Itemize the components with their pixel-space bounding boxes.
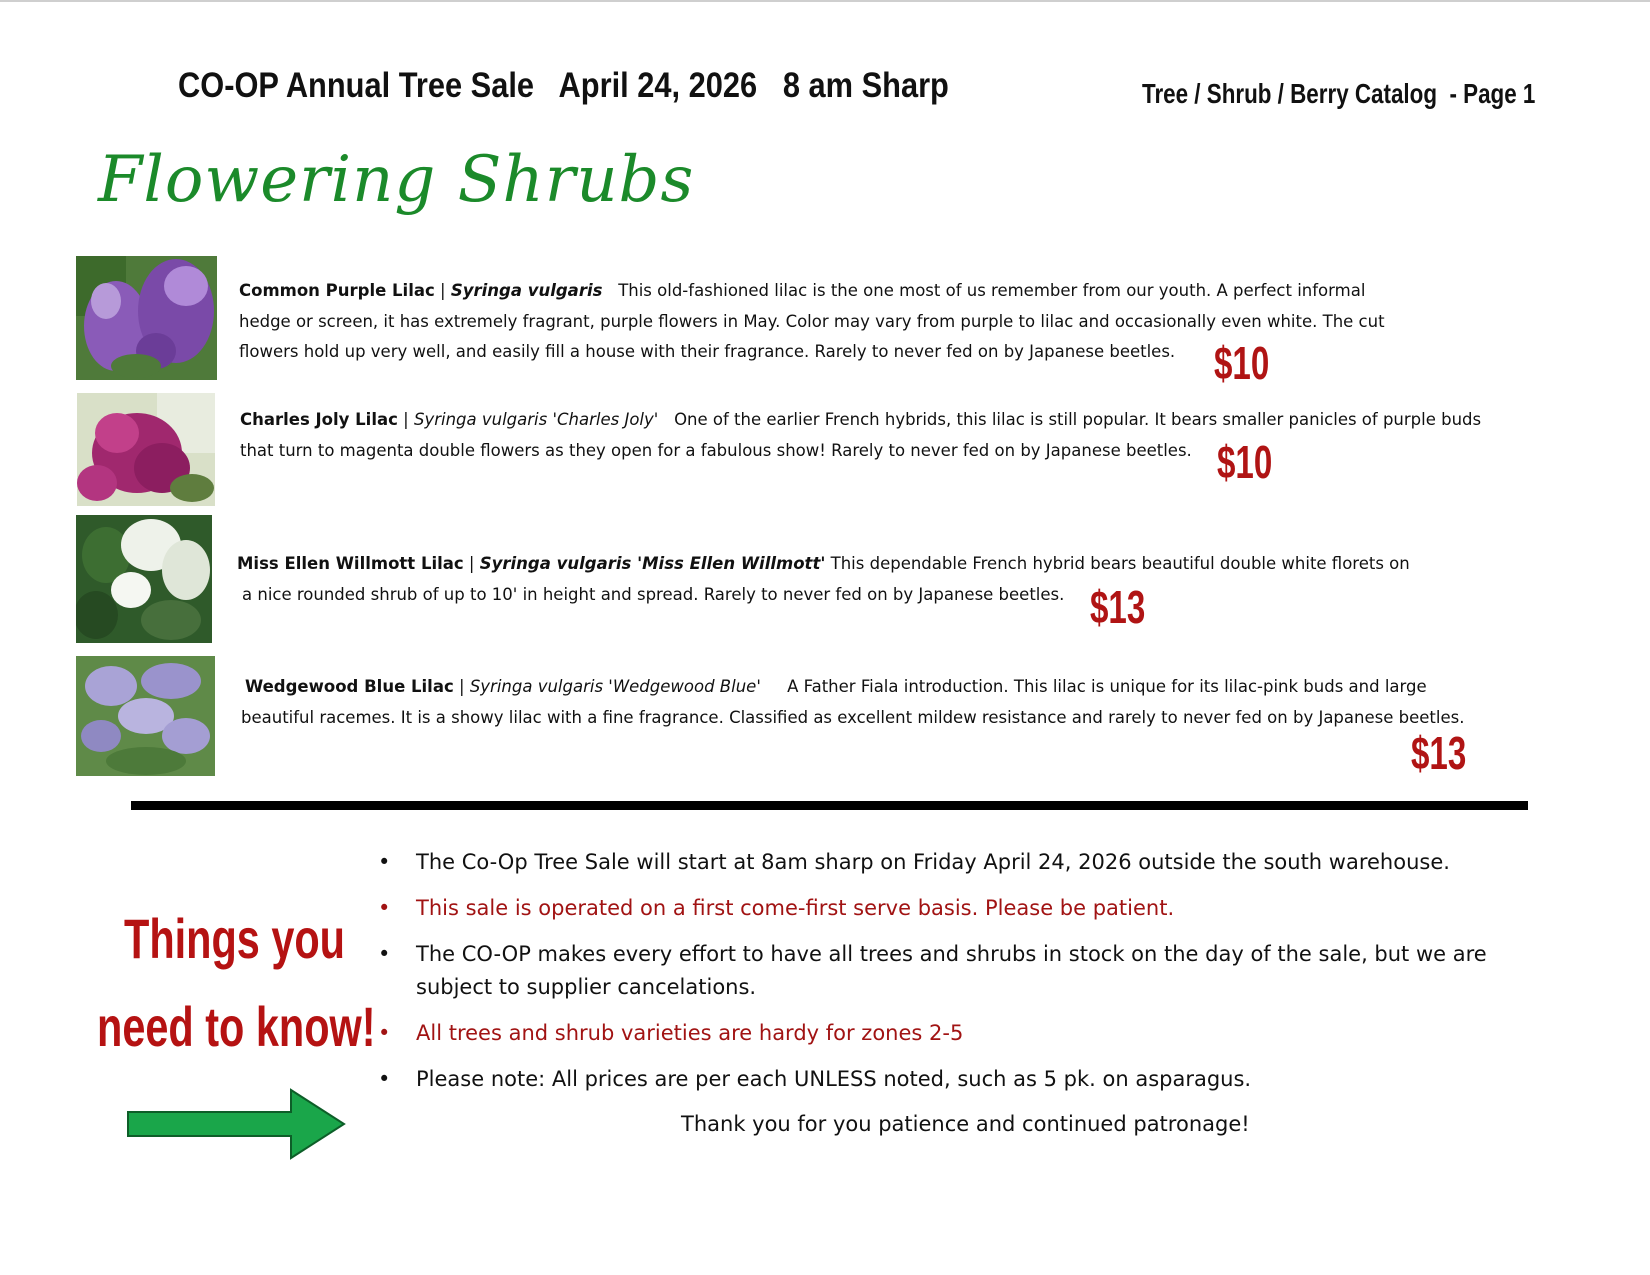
price-tag: $10 — [1217, 436, 1273, 488]
name-separator: | — [453, 677, 470, 696]
bullet-dot: • — [378, 1067, 391, 1091]
product-desc-line: a nice rounded shrub of up to 10' in height and spread. Rarely to never fed on by Japanese beetles. — [242, 584, 1065, 604]
price-tag: $13 — [1090, 581, 1146, 633]
section-divider — [131, 801, 1528, 810]
white-lilac-photo — [76, 515, 212, 643]
product-name: Common Purple Lilac — [239, 281, 435, 300]
product-desc-line: This old-fashioned lilac is the one most of us remember from our youth. A perfect informal — [618, 281, 1366, 300]
product-name: Miss Ellen Willmott Lilac — [237, 554, 464, 573]
product-desc-line: flowers hold up very well, and easily fill a house with their fragrance. Rarely to never fed on by Japanese beetles. — [239, 342, 1176, 361]
bullet-dot: • — [378, 942, 391, 966]
page-title: CO-OP Annual Tree Sale April 24, 2026 8 am Sharp — [178, 66, 949, 105]
product-entry-3 — [237, 549, 1410, 610]
price-tag: $10 — [1214, 337, 1270, 389]
info-heading-line-2: need to know! — [97, 995, 376, 1058]
bullet-text: Please note: All prices are per each UNLESS noted, such as 5 pk. on asparagus. — [416, 1067, 1252, 1091]
right-arrow-icon — [126, 1088, 346, 1164]
purple-lilac-photo — [76, 256, 217, 380]
info-heading-line-1: Things you — [124, 907, 346, 970]
product-latin: Syringa vulgaris 'Wedgewood Blue' — [469, 677, 761, 696]
product-desc-line: A Father Fiala introduction. This lilac is unique for its lilac-pink buds and large — [787, 677, 1427, 696]
product-latin: Syringa vulgaris — [450, 281, 603, 300]
thank-you-note: Thank you for you patience and continued patronage! — [681, 1112, 1250, 1136]
section-title: Flowering Shrubs — [98, 143, 695, 217]
product-entry-2 — [240, 405, 1481, 466]
bullet-text: All trees and shrub varieties are hardy for zones 2-5 — [416, 1021, 964, 1045]
product-desc-line: that turn to magenta double flowers as they open for a fabulous show! Rarely to never fed on by Japanese beetles. — [240, 440, 1192, 460]
product-desc-line: One of the earlier French hybrids, this lilac is still popular. It bears smaller panicles of purple buds — [674, 410, 1482, 429]
bullet-text: This sale is operated on a first come-first serve basis. Please be patient. — [416, 896, 1175, 920]
blue-lilac-photo — [76, 656, 215, 776]
catalog-page-label: Tree / Shrub / Berry Catalog - Page 1 — [1142, 78, 1536, 109]
name-separator: | — [434, 281, 451, 300]
product-entry-4 — [241, 672, 1465, 733]
bullet-dot: • — [378, 850, 391, 874]
product-name: Wedgewood Blue Lilac — [245, 677, 454, 696]
product-desc-line: hedge or screen, it has extremely fragrant, purple flowers in May. Color may vary from purple to lilac and occasionally even white. The cut — [239, 311, 1385, 331]
bullet-text-continued: subject to supplier cancelations. — [416, 975, 757, 999]
bullet-text: The CO-OP makes every effort to have all trees and shrubs in stock on the day of the sale, but we are — [416, 942, 1487, 966]
product-desc-line: This dependable French hybrid bears beautiful double white florets on — [830, 554, 1410, 573]
product-latin: Syringa vulgaris 'Miss Ellen Willmott' — [479, 554, 826, 573]
bullet-dot: • — [378, 1021, 391, 1045]
product-entry-1 — [239, 276, 1385, 368]
top-rule — [0, 0, 1650, 2]
price-tag: $13 — [1411, 727, 1467, 779]
bullet-text: The Co-Op Tree Sale will start at 8am sharp on Friday April 24, 2026 outside the south warehouse. — [416, 850, 1450, 874]
product-name: Charles Joly Lilac — [240, 410, 398, 429]
product-desc-line: beautiful racemes. It is a showy lilac with a fine fragrance. Classified as excellent mildew resistance and rarely to never fed on by Japanese beetles. — [241, 707, 1465, 727]
product-latin: Syringa vulgaris 'Charles Joly' — [413, 410, 659, 429]
magenta-lilac-photo — [77, 393, 215, 506]
bullet-dot: • — [378, 896, 391, 920]
name-separator: | — [397, 410, 414, 429]
name-separator: | — [463, 554, 480, 573]
